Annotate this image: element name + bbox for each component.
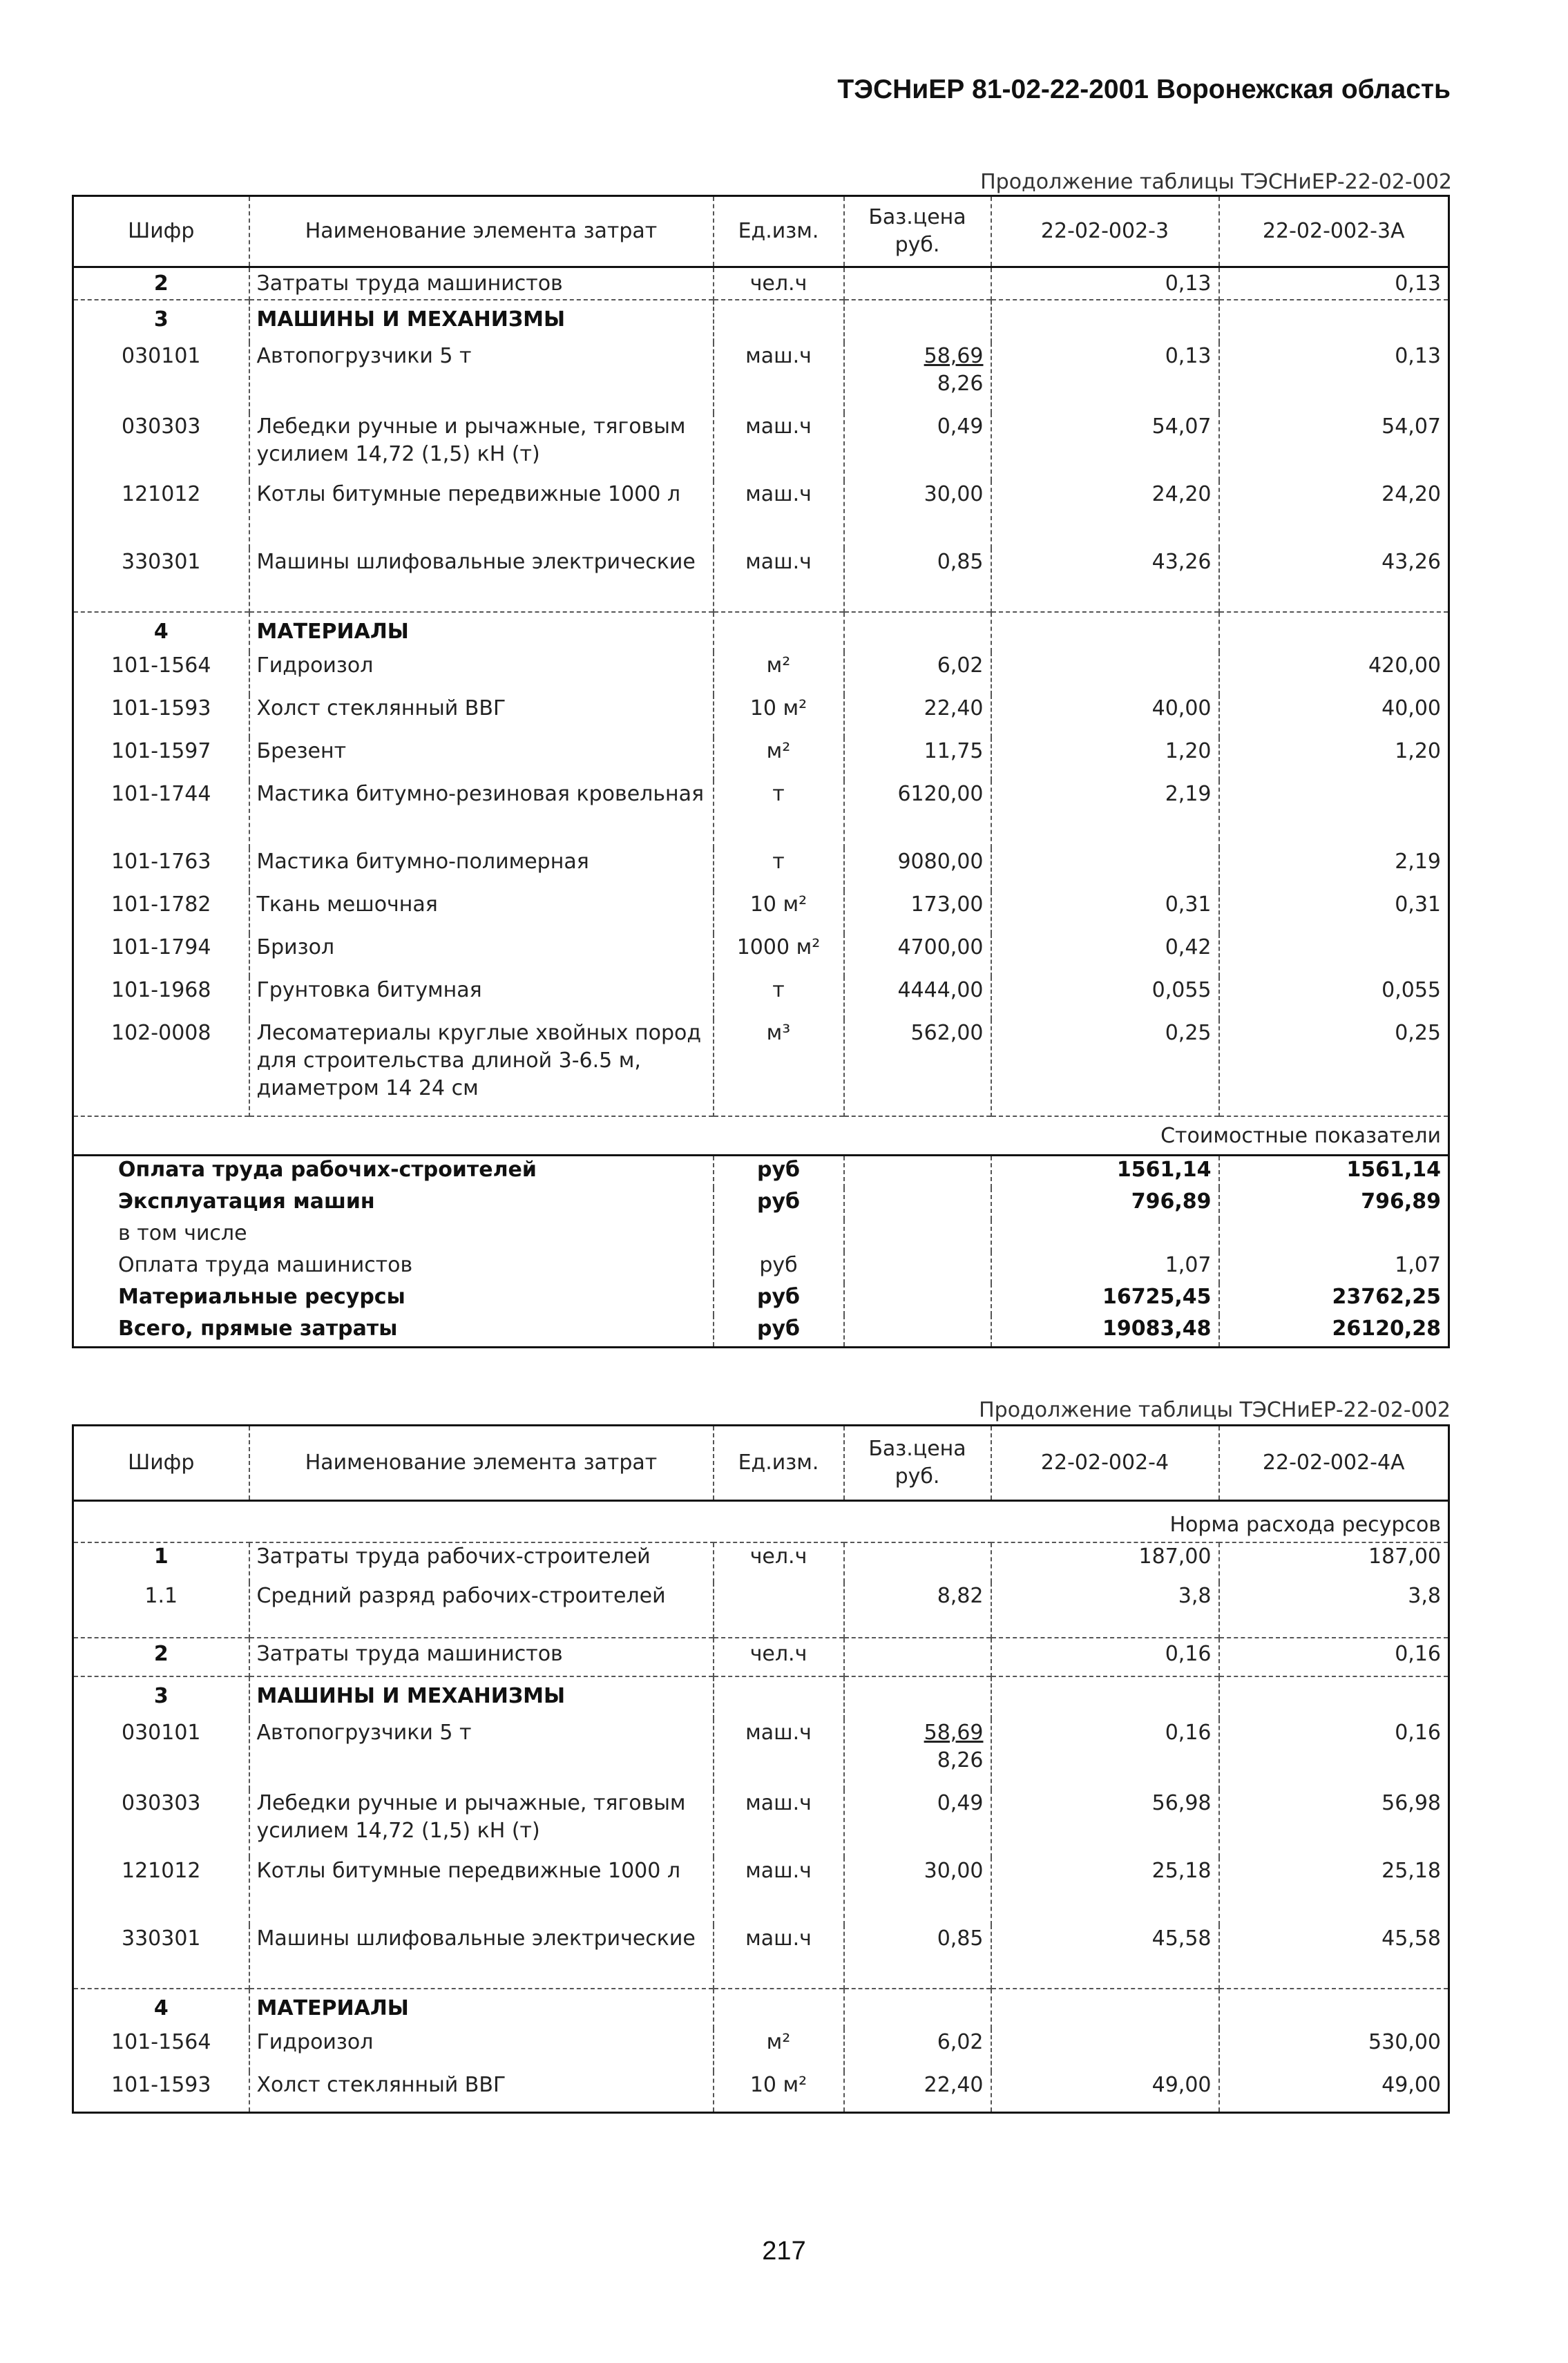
row-price: 0,85 [844, 1925, 991, 1989]
row-price: 30,00 [844, 1857, 991, 1925]
row-norm-a [991, 2029, 1219, 2072]
estimate-table-1 [72, 195, 1450, 1348]
row-norm-b: 43,26 [1219, 548, 1449, 612]
price-base: 58,69 [924, 344, 984, 368]
row-price: 0,49 [844, 1790, 991, 1857]
page-number: 217 [762, 2237, 806, 2266]
row-code: 101-1564 [111, 2029, 211, 2054]
row-code: 030303 [121, 414, 201, 439]
row-name: Брезент [249, 738, 714, 781]
row-norm-a [991, 1676, 1219, 1719]
price-base: 58,69 [924, 1720, 984, 1745]
total-name: Эксплуатация машин [118, 1189, 375, 1214]
row-price: 8,82 [844, 1582, 991, 1638]
norm-label-row [73, 1501, 1449, 1542]
total-name: Всего, прямые затраты [118, 1317, 398, 1341]
column-header-code: Шифр [128, 1451, 195, 1475]
row-code: 1.1 [144, 1583, 178, 1608]
row-unit [714, 1582, 844, 1638]
row-unit: м³ [714, 1020, 844, 1116]
row-norm-a: 54,07 [991, 413, 1219, 481]
row-name: Гидроизол [249, 2029, 714, 2072]
table-row [73, 343, 1449, 413]
table2-header-row [73, 1426, 1449, 1501]
row-code: 030101 [121, 1720, 201, 1745]
row-unit: 1000 м² [714, 934, 844, 977]
total-unit: руб [714, 1315, 844, 1347]
row-code: 101-1593 [111, 2072, 211, 2097]
row-unit: маш.ч [714, 1857, 844, 1925]
row-price [844, 1719, 991, 1790]
row-code: 101-1782 [111, 892, 211, 917]
row-unit: чел.ч [714, 1542, 844, 1582]
table2-continuation-label: Продолжение таблицы ТЭСНиЕР-22-02-002 [979, 1398, 1451, 1422]
row-norm-b: 0,16 [1219, 1638, 1449, 1676]
column-header-name: Наименование элемента затрат [249, 196, 714, 267]
row-norm-a: 45,58 [991, 1925, 1219, 1989]
row-name: Мастика битумно-резиновая кровельная [249, 781, 714, 848]
total-unit: руб [714, 1252, 844, 1283]
row-norm-a: 0,25 [991, 1020, 1219, 1116]
row-unit: маш.ч [714, 548, 844, 612]
row-norm-a: 0,16 [991, 1719, 1219, 1790]
row-norm-b: 530,00 [1219, 2029, 1449, 2072]
total-norm-a [991, 1220, 1219, 1252]
column-header-norm-b: 22-02-002-3А [1219, 196, 1449, 267]
table1-continuation-label: Продолжение таблицы ТЭСНиЕР-22-02-002 [980, 170, 1452, 194]
total-norm-a: 19083,48 [991, 1315, 1219, 1347]
row-name: Затраты труда машинистов [249, 267, 714, 300]
row-unit [714, 612, 844, 652]
table-row [73, 1857, 1449, 1925]
section-row-materials [73, 1989, 1449, 2029]
row-price: 0,49 [844, 413, 991, 481]
price-wage: 8,26 [937, 372, 984, 396]
total-name: Оплата труда машинистов [118, 1253, 413, 1277]
table-row [73, 1020, 1449, 1116]
total-norm-b: 1561,14 [1219, 1155, 1449, 1188]
price-wage: 8,26 [937, 1748, 984, 1772]
row-price: 11,75 [844, 738, 991, 781]
row-norm-b [1219, 934, 1449, 977]
row-price [844, 343, 991, 413]
row-norm-a [991, 848, 1219, 891]
total-norm-a: 1561,14 [991, 1155, 1219, 1188]
row-code: 101-1564 [111, 653, 211, 678]
row-name: Затраты труда рабочих-строителей [249, 1542, 714, 1582]
totals-row [73, 1283, 1449, 1315]
table-row [73, 1719, 1449, 1790]
row-code: 101-1968 [111, 978, 211, 1002]
page-title: ТЭСНиЕР 81-02-22-2001 Воронежская область [837, 75, 1451, 104]
row-price: 4700,00 [844, 934, 991, 977]
table-row [73, 548, 1449, 612]
totals-row [73, 1188, 1449, 1220]
row-price: 173,00 [844, 891, 991, 934]
row-code: 330301 [121, 550, 201, 574]
row-name: МАТЕРИАЛЫ [249, 612, 714, 652]
row-norm-a: 0,13 [991, 343, 1219, 413]
row-price: 22,40 [844, 2072, 991, 2113]
total-norm-b: 23762,25 [1219, 1283, 1449, 1315]
total-price [844, 1315, 991, 1347]
total-price [844, 1155, 991, 1188]
table-row [73, 413, 1449, 481]
total-norm-b: 26120,28 [1219, 1315, 1449, 1347]
row-name: Автопогрузчики 5 т [249, 1719, 714, 1790]
row-code: 030101 [121, 344, 201, 368]
cost-indicators-row [73, 1116, 1449, 1155]
row-norm-b: 0,31 [1219, 891, 1449, 934]
total-norm-a: 1,07 [991, 1252, 1219, 1283]
row-code: 030303 [121, 1790, 201, 1815]
column-header-norm-a: 22-02-002-4 [991, 1426, 1219, 1501]
total-unit [714, 1220, 844, 1252]
row-norm-b [1219, 300, 1449, 343]
total-norm-a: 16725,45 [991, 1283, 1219, 1315]
row-price [844, 1638, 991, 1676]
row-code: 101-1794 [111, 935, 211, 959]
totals-row [73, 1220, 1449, 1252]
row-norm-a: 1,20 [991, 738, 1219, 781]
row-name: Холст стеклянный ВВГ [249, 695, 714, 738]
column-header-unit: Ед.изм. [714, 1426, 844, 1501]
row-unit: т [714, 781, 844, 848]
row-name: Лесоматериалы круглые хвойных пород для строительства длиной 3-6.5 м, диаметром 14 24 см [249, 1020, 714, 1116]
row-norm-a: 56,98 [991, 1790, 1219, 1857]
row-unit: маш.ч [714, 1790, 844, 1857]
row-unit: маш.ч [714, 343, 844, 413]
row-unit: маш.ч [714, 1925, 844, 1989]
row-norm-a: 49,00 [991, 2072, 1219, 2113]
row-code: 101-1763 [111, 850, 211, 874]
row-unit: 10 м² [714, 695, 844, 738]
row-code: 121012 [121, 1858, 201, 1883]
row-code: 121012 [121, 482, 201, 506]
row-name: Автопогрузчики 5 т [249, 343, 714, 413]
row-name: Мастика битумно-полимерная [249, 848, 714, 891]
row-unit: чел.ч [714, 267, 844, 300]
table-row [73, 2029, 1449, 2072]
row-norm-b: 0,13 [1219, 267, 1449, 300]
estimate-table-2 [72, 1424, 1450, 2114]
total-unit: руб [714, 1155, 844, 1188]
column-header-unit: Ед.изм. [714, 196, 844, 267]
row-name: Холст стеклянный ВВГ [249, 2072, 714, 2113]
row-price [844, 300, 991, 343]
row-norm-a: 0,42 [991, 934, 1219, 977]
section-row-machines [73, 300, 1449, 343]
row-norm-b: 40,00 [1219, 695, 1449, 738]
total-name: Оплата труда рабочих-строителей [73, 1155, 714, 1188]
row-name: Бризол [249, 934, 714, 977]
table1-header-row [73, 196, 1449, 267]
row-unit: 10 м² [714, 2072, 844, 2113]
table-row [73, 1790, 1449, 1857]
row-norm-a: 0,16 [991, 1638, 1219, 1676]
row-name: Машины шлифовальные электрические [249, 1925, 714, 1989]
row-unit [714, 1989, 844, 2029]
row-name: Машины шлифовальные электрические [249, 548, 714, 612]
row-norm-a [991, 300, 1219, 343]
row-price [844, 267, 991, 300]
row-unit: т [714, 977, 844, 1020]
row-name: Котлы битумные передвижные 1000 л [249, 1857, 714, 1925]
row-norm-a [991, 612, 1219, 652]
row-unit: м² [714, 738, 844, 781]
row-price: 9080,00 [844, 848, 991, 891]
column-header-norm-b: 22-02-002-4А [1219, 1426, 1449, 1501]
row-norm-a: 187,00 [991, 1542, 1219, 1582]
row-unit: маш.ч [714, 1719, 844, 1790]
row-norm-b: 0,13 [1219, 343, 1449, 413]
row-norm-b: 45,58 [1219, 1925, 1449, 1989]
row-norm-a: 40,00 [991, 695, 1219, 738]
column-header-price: Баз.цена руб. [844, 1426, 991, 1501]
row-norm-b: 24,20 [1219, 481, 1449, 548]
row-name: Котлы битумные передвижные 1000 л [249, 481, 714, 548]
row-norm-a: 0,055 [991, 977, 1219, 1020]
row-name: Затраты труда машинистов [249, 1638, 714, 1676]
row-name: Лебедки ручные и рычажные, тяговым усилием 14,72 (1,5) кН (т) [249, 413, 714, 481]
row-price: 22,40 [844, 695, 991, 738]
row-price: 6120,00 [844, 781, 991, 848]
total-price [844, 1283, 991, 1315]
table-row [73, 1638, 1449, 1676]
row-code: 1 [153, 1544, 169, 1569]
total-unit: руб [714, 1188, 844, 1220]
table-row [73, 848, 1449, 891]
row-norm-b: 0,25 [1219, 1020, 1449, 1116]
row-norm-a: 25,18 [991, 1857, 1219, 1925]
row-code: 102-0008 [111, 1021, 211, 1045]
table-row [73, 1542, 1449, 1582]
totals-row [73, 1315, 1449, 1347]
total-price [844, 1188, 991, 1220]
row-code: 3 [73, 1676, 249, 1719]
row-price: 6,02 [844, 2029, 991, 2072]
total-name: Материальные ресурсы [118, 1285, 405, 1309]
row-unit: м² [714, 652, 844, 695]
row-norm-b: 2,19 [1219, 848, 1449, 891]
norm-label: Норма расхода ресурсов [73, 1501, 1449, 1542]
table-row [73, 2072, 1449, 2113]
row-norm-a [991, 652, 1219, 695]
table-row [73, 652, 1449, 695]
row-norm-b [1219, 1676, 1449, 1719]
table-row [73, 781, 1449, 848]
row-norm-a: 24,20 [991, 481, 1219, 548]
row-code: 101-1597 [111, 739, 211, 763]
row-norm-a: 3,8 [991, 1582, 1219, 1638]
table-row [73, 977, 1449, 1020]
row-price: 0,85 [844, 548, 991, 612]
table-row [73, 695, 1449, 738]
row-price: 6,02 [844, 652, 991, 695]
row-norm-a: 0,13 [991, 267, 1219, 300]
row-norm-b: 3,8 [1219, 1582, 1449, 1638]
row-name: Грунтовка битумная [249, 977, 714, 1020]
table-row [73, 481, 1449, 548]
row-unit: т [714, 848, 844, 891]
row-norm-a [991, 1989, 1219, 2029]
row-norm-b: 420,00 [1219, 652, 1449, 695]
row-norm-b: 187,00 [1219, 1542, 1449, 1582]
row-unit: маш.ч [714, 481, 844, 548]
row-name: Лебедки ручные и рычажные, тяговым усилием 14,72 (1,5) кН (т) [249, 1790, 714, 1857]
total-norm-b [1219, 1220, 1449, 1252]
row-code: 101-1593 [111, 696, 211, 720]
row-price: 4444,00 [844, 977, 991, 1020]
row-price: 30,00 [844, 481, 991, 548]
total-norm-b: 1,07 [1219, 1252, 1449, 1283]
row-name: МАШИНЫ И МЕХАНИЗМЫ [249, 300, 714, 343]
row-code: 101-1744 [111, 782, 211, 806]
row-price [844, 1676, 991, 1719]
row-unit [714, 300, 844, 343]
row-name: Средний разряд рабочих-строителей [249, 1582, 714, 1638]
total-price [844, 1220, 991, 1252]
row-price [844, 612, 991, 652]
row-code: 2 [153, 271, 169, 296]
row-unit: чел.ч [714, 1638, 844, 1676]
table-row [73, 1925, 1449, 1989]
totals-row [73, 1155, 1449, 1188]
row-norm-b [1219, 1989, 1449, 2029]
table-row [73, 934, 1449, 977]
row-norm-b: 54,07 [1219, 413, 1449, 481]
row-norm-a: 43,26 [991, 548, 1219, 612]
row-code: 4 [73, 1989, 249, 2029]
row-code: 3 [73, 300, 249, 343]
row-norm-b [1219, 612, 1449, 652]
total-unit: руб [714, 1283, 844, 1315]
totals-row [73, 1252, 1449, 1283]
row-code: 2 [73, 1638, 249, 1676]
row-norm-b: 0,16 [1219, 1719, 1449, 1790]
table-row [73, 738, 1449, 781]
table-row [73, 1582, 1449, 1638]
row-price: 562,00 [844, 1020, 991, 1116]
row-unit [714, 1676, 844, 1719]
row-norm-b: 25,18 [1219, 1857, 1449, 1925]
row-norm-a: 2,19 [991, 781, 1219, 848]
row-name: МАТЕРИАЛЫ [249, 1989, 714, 2029]
row-norm-b: 49,00 [1219, 2072, 1449, 2113]
total-price [844, 1252, 991, 1283]
column-header-code: Шифр [128, 219, 195, 243]
cost-indicators-label: Стоимостные показатели [73, 1116, 1449, 1155]
row-norm-a: 0,31 [991, 891, 1219, 934]
row-unit: м² [714, 2029, 844, 2072]
section-row-machines [73, 1676, 1449, 1719]
row-price [844, 1989, 991, 2029]
row-name: МАШИНЫ И МЕХАНИЗМЫ [249, 1676, 714, 1719]
total-norm-b: 796,89 [1219, 1188, 1449, 1220]
column-header-name: Наименование элемента затрат [249, 1426, 714, 1501]
row-norm-b: 56,98 [1219, 1790, 1449, 1857]
section-row-materials [73, 612, 1449, 652]
table-row [73, 267, 1449, 300]
total-name: в том числе [118, 1221, 247, 1245]
row-unit: маш.ч [714, 413, 844, 481]
row-code: 330301 [121, 1926, 201, 1951]
row-name: Ткань мешочная [249, 891, 714, 934]
row-unit: 10 м² [714, 891, 844, 934]
column-header-norm-a: 22-02-002-3 [991, 196, 1219, 267]
row-code: 4 [73, 612, 249, 652]
row-name: Гидроизол [249, 652, 714, 695]
row-norm-b [1219, 781, 1449, 848]
row-norm-b: 0,055 [1219, 977, 1449, 1020]
column-header-price: Баз.цена руб. [844, 196, 991, 267]
total-norm-a: 796,89 [991, 1188, 1219, 1220]
row-norm-b: 1,20 [1219, 738, 1449, 781]
table-row [73, 891, 1449, 934]
row-price [844, 1542, 991, 1582]
